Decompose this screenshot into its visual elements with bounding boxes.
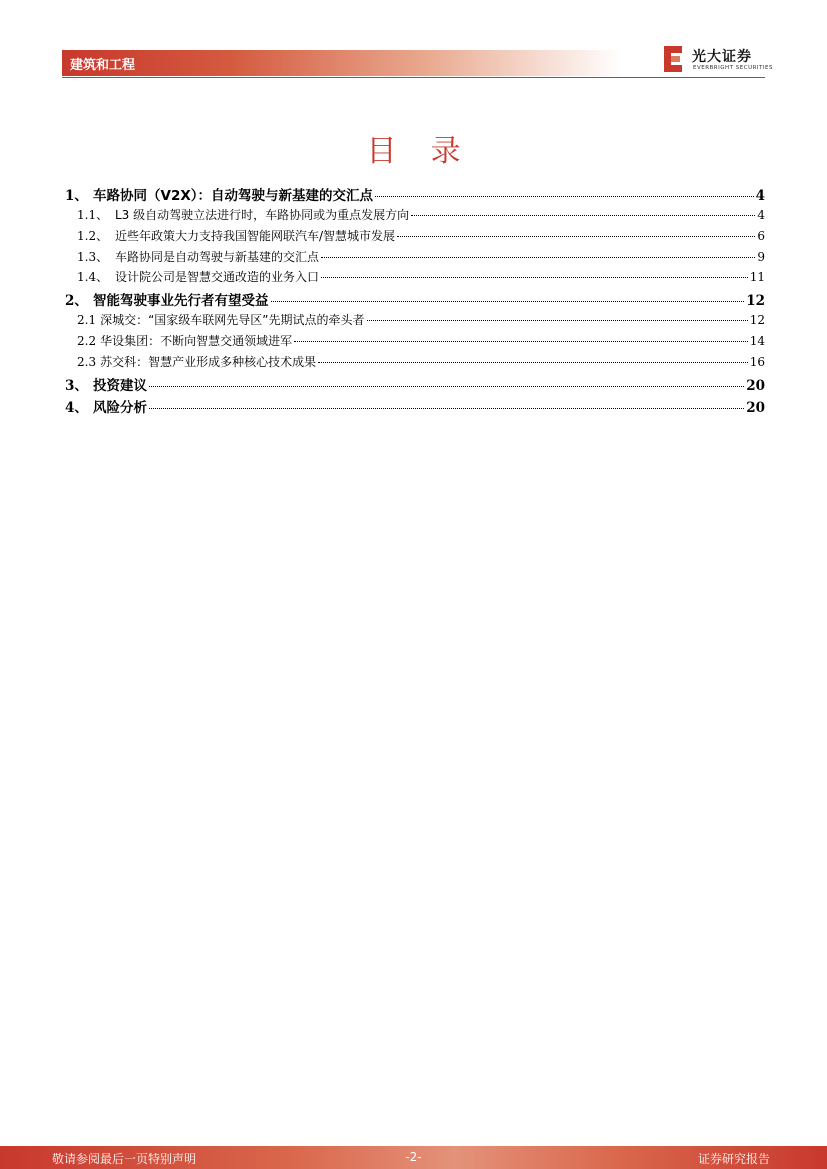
- toc-entry-number: 2.1: [77, 313, 97, 328]
- toc-entry-page: 16: [749, 354, 765, 369]
- header-band: [62, 50, 622, 76]
- toc-entry-number: 4、: [65, 399, 88, 416]
- toc-dot-leader: [294, 341, 748, 342]
- logo-text-cn: 光大证券: [692, 49, 752, 65]
- toc-entry[interactable]: [62, 268, 765, 289]
- toc-dot-leader: [367, 320, 748, 321]
- toc-entry[interactable]: [62, 289, 765, 311]
- toc-entry-number: 3、: [65, 377, 88, 394]
- toc-entry[interactable]: [62, 353, 765, 374]
- toc-entry-number: 1、: [65, 188, 88, 204]
- toc-entry-page: 12: [749, 313, 765, 328]
- toc-entry-title: 深城交：“国家级车联网先导区”先期试点的牵头者: [100, 313, 365, 328]
- toc-entry-title: 风险分析: [93, 399, 147, 416]
- toc-entry[interactable]: [62, 206, 765, 227]
- toc-entry-number: 1.2、: [77, 228, 109, 243]
- toc-entry-number: 2.2: [77, 333, 97, 348]
- toc-entry-number: 2.3: [77, 354, 97, 369]
- toc-dot-leader: [411, 215, 755, 216]
- everbright-logo-icon: [662, 44, 686, 74]
- toc-dot-leader: [149, 408, 744, 409]
- toc-entry-title: 车路协同是自动驾驶与新基建的交汇点: [115, 249, 320, 264]
- toc-dot-leader: [271, 301, 745, 302]
- footer-bar: [0, 1146, 827, 1169]
- header-divider: [62, 77, 765, 78]
- toc-dot-leader: [397, 236, 755, 237]
- toc-entry-page: 12: [746, 293, 765, 310]
- footer-disclaimer: 敬请参阅最后一页特别声明: [52, 1152, 197, 1166]
- toc-entry-title: 华设集团：不断向智慧交通领域进军: [100, 333, 293, 348]
- toc-entry-title: L3 级自动驾驶立法进行时，车路协同或为重点发展方向: [115, 208, 410, 222]
- toc-entry-title: 车路协同（V2X）：自动驾驶与新基建的交汇点: [93, 188, 373, 204]
- toc-entry-title: 苏交科：智慧产业形成多种核心技术成果: [100, 354, 317, 369]
- footer-report-type: 证券研究报告: [697, 1152, 770, 1166]
- toc-entry[interactable]: [62, 396, 765, 418]
- toc-dot-leader: [375, 196, 754, 197]
- toc-dot-leader: [149, 386, 744, 387]
- toc-dot-leader: [321, 277, 748, 278]
- header-category: 建筑和工程: [70, 58, 136, 73]
- toc-title: 目录: [366, 134, 495, 169]
- toc-entry-page: 4: [757, 208, 765, 222]
- toc-entry[interactable]: [62, 227, 765, 248]
- toc-entry[interactable]: [62, 311, 765, 332]
- toc-entry-page: 20: [746, 399, 765, 416]
- toc-entry-page: 4: [755, 188, 765, 204]
- toc-entry-number: 1.3、: [77, 249, 109, 264]
- toc-entry-page: 14: [749, 333, 765, 348]
- toc-entry[interactable]: [62, 332, 765, 353]
- toc-dot-leader: [318, 362, 748, 363]
- toc-entry-page: 6: [757, 228, 765, 243]
- toc-entry-page: 20: [746, 377, 765, 394]
- table-of-contents: [62, 184, 765, 418]
- toc-entry-page: 9: [757, 249, 765, 264]
- toc-entry-number: 1.1、: [77, 208, 109, 222]
- toc-entry[interactable]: [62, 184, 765, 206]
- toc-entry-title: 投资建议: [93, 377, 147, 394]
- toc-entry[interactable]: [62, 374, 765, 396]
- toc-entry-title: 设计院公司是智慧交通改造的业务入口: [115, 270, 320, 285]
- toc-entry-title: 近些年政策大力支持我国智能网联汽车/智慧城市发展: [115, 228, 396, 243]
- toc-entry[interactable]: [62, 248, 765, 269]
- toc-entry-number: 1.4、: [77, 270, 109, 285]
- toc-entry-title: 智能驾驶事业先行者有望受益: [93, 293, 269, 310]
- toc-entry-number: 2、: [65, 293, 88, 310]
- brand-logo: [662, 44, 772, 76]
- toc-dot-leader: [321, 257, 755, 258]
- toc-entry-page: 11: [749, 270, 765, 285]
- logo-text-en: EVERBRIGHT SECURITIES: [693, 65, 773, 71]
- page-number: -2-: [405, 1150, 422, 1164]
